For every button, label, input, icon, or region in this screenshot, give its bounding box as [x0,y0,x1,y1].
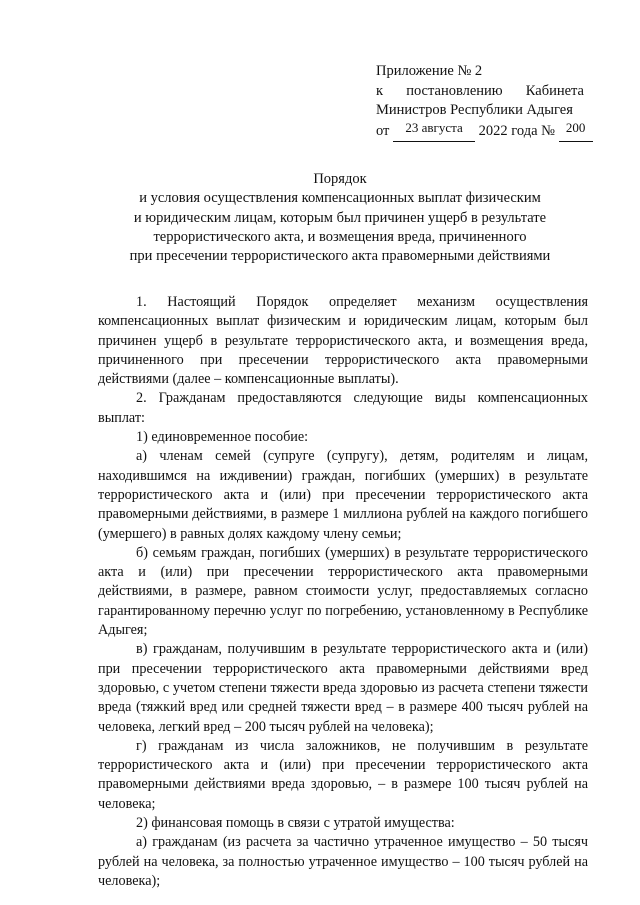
title-line-3: террористического акта, и возмещения вреда, причиненного [153,228,527,245]
number-handwritten: 200 [565,119,586,135]
appendix-resolution: постановлению [406,82,503,99]
paragraph-2-1-g: г) гражданам из числа заложников, не получившим в результате террористического акта и (или) при пресечении террористического акта правомерными действиями вреда здоровью, – в размере 100 тысяч рублей на человека; [98,737,588,812]
date-field [393,121,475,143]
appendix-number: Приложение № 2 [376,63,483,79]
date-prefix: от [376,122,390,139]
paragraph-2-2: 2) финансовая помощь в связи с утратой имущества: [136,815,455,832]
date-suffix: 2022 года № [478,122,555,139]
paragraph-2-1-v: в) гражданам, получившим в результате террористического акта и (или) при пресечении террористического акта правомерными действиями вред здоровью, с учетом степени тяжести вреда здоровью из расчета степени тяжести вреда (тяжкий вред или средней тяжести вред – в размере 400 тысяч рублей на человека, легкий вред – 200 тысяч рублей на человека); [98,641,588,735]
number-field [559,121,593,143]
title-line-1: и условия осуществления компенсационных выплат физическим [139,190,541,207]
document-title [90,170,590,266]
title-line-4: при пресечении террористического акта правомерными действиями [129,248,551,265]
appendix-header [376,62,584,142]
appendix-k: к [376,82,384,99]
title-line-2: и юридическим лицам, которым был причинен ущерб в результате [133,209,547,226]
paragraph-2-1-b: б) семьям граждан, погибших (умерших) в результате террористического акта и (или) при пресечении террористического акта правомерными действиями, в размере, равном стоимости услуг, предоставляемых согласно гарантированному перечню услуг по погребению, установленному в Республике Адыгея; [98,544,588,639]
paragraph-2-2-a: а) гражданам (из расчета за частично утраченное имущество – 50 тысяч рублей на человека, за полностью утраченное имущество – 100 тысяч рублей на человека); [98,834,588,889]
document-body [98,293,588,891]
appendix-cabinet: Кабинета [525,82,584,99]
paragraph-1: 1. Настоящий Порядок определяет механизм осуществления компенсационных выплат физическим и юридическим лицам, которым был причинен ущерб в результате террористического акта, и возмещения вреда, причиненного при пресечении террористического акта правомерными действиями (далее – компенсационные выплаты). [98,294,588,388]
appendix-ministers: Министров Республики Адыгея [376,102,573,118]
date-handwritten: 23 августа [405,119,463,135]
appendix-date-line [376,121,584,143]
title-heading: Порядок [313,171,367,187]
appendix-resolution-line [376,82,584,102]
paragraph-2-1-a: а) членам семей (супруге (супругу), детям, родителям и лицам, находившимся на иждивении) граждан, погибших (умерших) в результате террористического акта и (или) при пресечении террористического акта правомерными действиями, в размере 1 миллиона рублей на каждого погибшего (умершего) в равных долях каждому члену семьи; [98,448,588,542]
paragraph-2-1: 1) единовременное пособие: [136,429,309,446]
paragraph-2: 2. Гражданам предоставляются следующие виды компенсационных выплат: [98,390,588,426]
